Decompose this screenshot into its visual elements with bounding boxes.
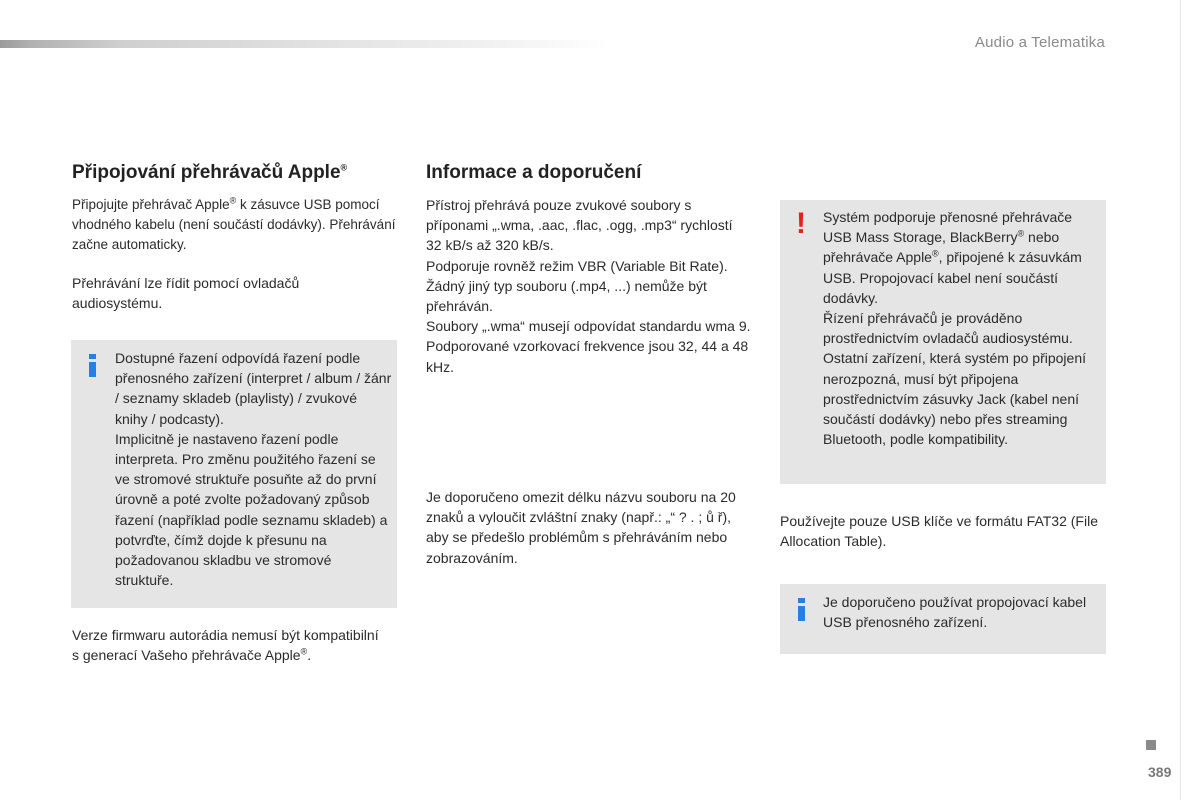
- warning-icon: !: [796, 207, 806, 240]
- middle-column: [426, 161, 756, 185]
- header-gradient-bar: [0, 40, 610, 48]
- apple-heading: Připojování přehrávačů Apple®: [72, 162, 348, 183]
- filename-paragraph: Je doporučeno omezit délku názvu souboru na 20 znaků a vyloučit zvláštní znaky (např.: „“ ? . ; ů ř), aby se předešlo problémům s přehráváním nebo zobrazováním.: [426, 489, 736, 566]
- format-info: [426, 195, 752, 377]
- cable-info-box: [780, 584, 1106, 654]
- unsupported-paragraph: Žádný jiný typ souboru (.mp4, ...) nemůže být přehráván.: [426, 277, 707, 315]
- firmware-paragraph: Verze firmwaru autorádia nemusí být kompatibilní s generací Vašeho přehrávače Apple®.: [72, 627, 379, 664]
- page-marker: [1146, 740, 1156, 750]
- sorting-info-box: [71, 340, 397, 608]
- page-number: 389: [1148, 764, 1172, 780]
- apple-connect-paragraph: Připojujte přehrávač Apple® k zásuvce USB pomocí vhodného kabelu (není součástí dodávky). Přehrávání začne automaticky.: [72, 195, 396, 253]
- sorting-info-text-2: Implicitně je nastaveno řazení podle interpreta. Pro změnu použitého řazení se ve stromové struktuře posuňte až do první úrovně a poté zvolte požadovaný způsob řazení (například podle seznamu skladeb) a potvrďte, čímž dojde k přesunu na požadovanou skladbu ve stromové struktuře.: [115, 430, 388, 589]
- vbr-paragraph: Podporuje rovněž režim VBR (Variable Bit Rate).: [426, 257, 728, 274]
- formats-paragraph: Přístroj přehrává pouze zvukové soubory s příponami „.wma, .aac, .flac, .ogg, .mp3“ rychlostí 32 kB/s až 320 kB/s.: [426, 197, 733, 254]
- fat32-paragraph: Používejte pouze USB klíče ve formátu FAT32 (File Allocation Table).: [780, 513, 1098, 550]
- apple-control: [72, 273, 372, 313]
- page-edge-rule: [1180, 0, 1181, 800]
- cable-info-text: Je doporučeno používat propojovací kabel USB přenosného zařízení.: [823, 594, 1087, 631]
- apple-control-paragraph: Přehrávání lze řídit pomocí ovladačů audiosystému.: [72, 275, 300, 312]
- sorting-info-text-1: Dostupné řazení odpovídá řazení podle přenosného zařízení (interpret / album / žánr / seznamy skladeb (playlisty) / zvukové knihy / podcasty).: [115, 350, 392, 427]
- warning-box: [780, 200, 1106, 484]
- sampling-paragraph: Podporované vzorkovací frekvence jsou 32, 44 a 48 kHz.: [426, 338, 749, 375]
- left-column: [72, 161, 402, 185]
- wma-paragraph: Soubory „.wma“ musejí odpovídat standardu wma 9.: [426, 318, 751, 335]
- fat32-note: [780, 511, 1110, 551]
- warning-text-2: Řízení přehrávačů je prováděno prostřednictvím ovladačů audiosystému.: [823, 310, 1073, 347]
- information-heading: Informace a doporučení: [426, 162, 642, 183]
- warning-text-3: Ostatní zařízení, která systém po připojení nerozpozná, musí být připojena prostřednictvím zásuvky Jack (kabel není součástí dodávky) nebo přes streaming Bluetooth, podle kompatibility.: [823, 350, 1087, 448]
- firmware-note: [72, 625, 382, 665]
- section-title: Audio a Telematika: [974, 34, 1105, 51]
- warning-text-1: Systém podporuje přenosné přehrávače USB Mass Storage, BlackBerry® nebo přehrávače Apple®, připojené k zásuvkám USB. Propojovací kabel není součástí dodávky.: [823, 209, 1082, 306]
- apple-intro: [72, 195, 402, 256]
- filename-note: [426, 487, 746, 568]
